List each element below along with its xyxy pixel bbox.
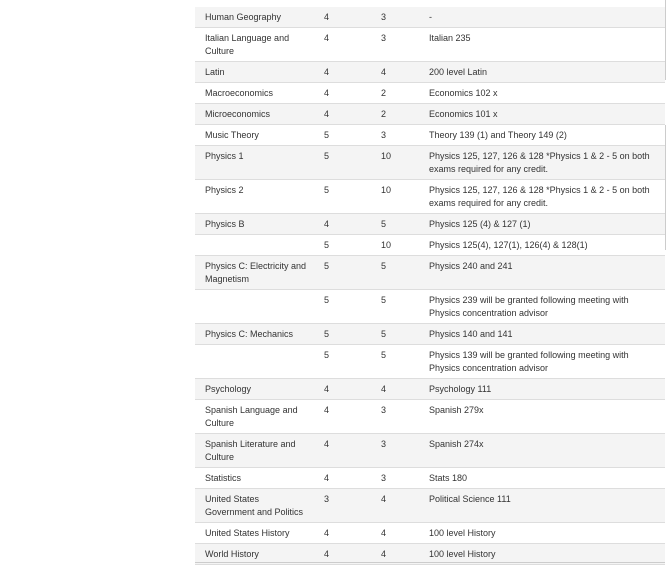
course-equivalent-cell: Italian 235	[419, 28, 665, 62]
subject-cell: Physics B	[195, 214, 314, 235]
ap-credit-table	[195, 7, 665, 565]
table-row	[195, 104, 665, 125]
score-cell: 4	[314, 544, 371, 565]
scroll-edge	[665, 125, 666, 250]
subject-cell: World History	[195, 544, 314, 565]
score-cell: 4	[314, 400, 371, 434]
score-cell: 5	[314, 146, 371, 180]
credits-cell: 4	[371, 523, 419, 544]
score-cell: 4	[314, 468, 371, 489]
score-cell: 4	[314, 379, 371, 400]
score-cell: 5	[314, 290, 371, 324]
score-cell: 4	[314, 28, 371, 62]
course-equivalent-cell: -	[419, 7, 665, 28]
credits-cell: 4	[371, 379, 419, 400]
subject-cell: Spanish Language and Culture	[195, 400, 314, 434]
score-cell: 3	[314, 489, 371, 523]
score-cell: 4	[314, 523, 371, 544]
course-equivalent-cell: 200 level Latin	[419, 62, 665, 83]
table-row	[195, 400, 665, 434]
course-equivalent-cell: Theory 139 (1) and Theory 149 (2)	[419, 125, 665, 146]
subject-cell: Physics 2	[195, 180, 314, 214]
subject-cell: Spanish Literature and Culture	[195, 434, 314, 468]
course-equivalent-cell: Physics 140 and 141	[419, 324, 665, 345]
table-row	[195, 214, 665, 235]
table-row	[195, 290, 665, 324]
course-equivalent-cell: Physics 125(4), 127(1), 126(4) & 128(1)	[419, 235, 665, 256]
table-row	[195, 235, 665, 256]
score-cell: 4	[314, 83, 371, 104]
table-row	[195, 28, 665, 62]
subject-cell: Italian Language and Culture	[195, 28, 314, 62]
subject-cell	[195, 290, 314, 324]
score-cell: 5	[314, 256, 371, 290]
credits-cell: 5	[371, 345, 419, 379]
scroll-edge	[665, 0, 666, 80]
table-row	[195, 180, 665, 214]
table-row	[195, 379, 665, 400]
course-equivalent-cell: 100 level History	[419, 544, 665, 565]
subject-cell: United States Government and Politics	[195, 489, 314, 523]
credits-cell: 3	[371, 125, 419, 146]
course-equivalent-cell: 100 level History	[419, 523, 665, 544]
score-cell: 4	[314, 62, 371, 83]
score-cell: 5	[314, 180, 371, 214]
table-body	[195, 7, 665, 565]
credits-cell: 2	[371, 104, 419, 125]
subject-cell: Microeconomics	[195, 104, 314, 125]
score-cell: 4	[314, 214, 371, 235]
credits-cell: 5	[371, 290, 419, 324]
table-row	[195, 324, 665, 345]
table-row	[195, 7, 665, 28]
credits-cell: 5	[371, 214, 419, 235]
course-equivalent-cell: Physics 125, 127, 126 & 128 *Physics 1 & 2 - 5 on both exams required for any credit.	[419, 180, 665, 214]
table-row	[195, 345, 665, 379]
credits-cell: 3	[371, 28, 419, 62]
score-cell: 4	[314, 7, 371, 28]
table-row	[195, 523, 665, 544]
credits-cell: 5	[371, 256, 419, 290]
ap-credit-table-container	[195, 7, 665, 565]
subject-cell: Psychology	[195, 379, 314, 400]
subject-cell: Macroeconomics	[195, 83, 314, 104]
credits-cell: 10	[371, 235, 419, 256]
credits-cell: 10	[371, 146, 419, 180]
subject-cell: Latin	[195, 62, 314, 83]
credits-cell: 10	[371, 180, 419, 214]
subject-cell	[195, 345, 314, 379]
course-equivalent-cell: Stats 180	[419, 468, 665, 489]
subject-cell: Human Geography	[195, 7, 314, 28]
course-equivalent-cell: Physics 139 will be granted following meeting with Physics concentration advisor	[419, 345, 665, 379]
subject-cell: United States History	[195, 523, 314, 544]
subject-cell	[195, 235, 314, 256]
score-cell: 5	[314, 324, 371, 345]
credits-cell: 3	[371, 7, 419, 28]
course-equivalent-cell: Physics 125, 127, 126 & 128 *Physics 1 & 2 - 5 on both exams required for any credit.	[419, 146, 665, 180]
subject-cell: Statistics	[195, 468, 314, 489]
course-equivalent-cell: Spanish 274x	[419, 434, 665, 468]
credits-cell: 4	[371, 62, 419, 83]
table-row	[195, 256, 665, 290]
credits-cell: 3	[371, 434, 419, 468]
course-equivalent-cell: Physics 239 will be granted following meeting with Physics concentration advisor	[419, 290, 665, 324]
credits-cell: 2	[371, 83, 419, 104]
score-cell: 5	[314, 345, 371, 379]
table-row	[195, 468, 665, 489]
credits-cell: 5	[371, 324, 419, 345]
score-cell: 5	[314, 125, 371, 146]
credits-cell: 4	[371, 489, 419, 523]
subject-cell: Physics C: Electricity and Magnetism	[195, 256, 314, 290]
score-cell: 5	[314, 235, 371, 256]
course-equivalent-cell: Physics 240 and 241	[419, 256, 665, 290]
table-row	[195, 146, 665, 180]
subject-cell: Physics 1	[195, 146, 314, 180]
score-cell: 4	[314, 104, 371, 125]
credits-cell: 3	[371, 468, 419, 489]
course-equivalent-cell: Political Science 111	[419, 489, 665, 523]
course-equivalent-cell: Physics 125 (4) & 127 (1)	[419, 214, 665, 235]
credits-cell: 4	[371, 544, 419, 565]
table-bottom-border	[195, 562, 665, 563]
table-row	[195, 125, 665, 146]
score-cell: 4	[314, 434, 371, 468]
table-row	[195, 489, 665, 523]
course-equivalent-cell: Economics 102 x	[419, 83, 665, 104]
table-row	[195, 62, 665, 83]
subject-cell: Physics C: Mechanics	[195, 324, 314, 345]
credits-cell: 3	[371, 400, 419, 434]
course-equivalent-cell: Psychology 111	[419, 379, 665, 400]
course-equivalent-cell: Spanish 279x	[419, 400, 665, 434]
subject-cell: Music Theory	[195, 125, 314, 146]
course-equivalent-cell: Economics 101 x	[419, 104, 665, 125]
table-row	[195, 434, 665, 468]
table-row	[195, 83, 665, 104]
